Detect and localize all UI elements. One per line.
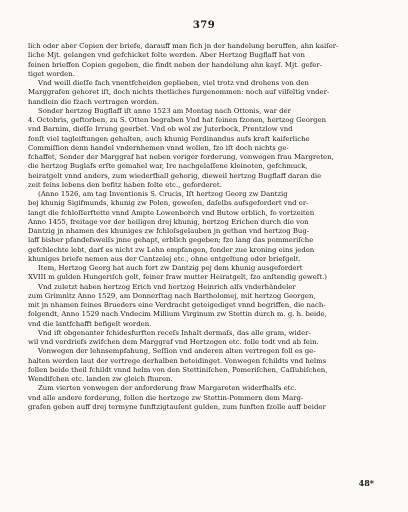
text-line: Item, Hertzog Georg hat auch fort zw Dantzig pej dem khunig ausgefordert	[38, 264, 303, 272]
text-line: halten werden laut der vertrege derhalben beteidinget. Vonwegen fchildts vnd helms	[28, 356, 327, 365]
text-line: fonſt viel tagleiftungen gehalten, auch khunig Ferdinandus aufs kraft kaiferliche	[28, 134, 310, 143]
text-line: Sonder hertzog Bugflaff iſt anno 1523 am Montag nach Ottonis, war der	[38, 106, 291, 115]
text-line: bej khunig Sigifmunds, khunig zw Polen, geweſen, daſelbs aufsgefordert vnd er-	[28, 199, 309, 208]
text-line: Wendifchen etc. landen zw gleich fhuren.	[28, 375, 173, 383]
text-line: gefchlechte lebt, darf es nicht zw Lehn empfangen, fonder zue kroning eins jeden	[28, 245, 315, 254]
text-line: Vonwegen der lehnsempfahung, Seſſion vnd anderen alten vertregen foll es ge-	[38, 347, 316, 356]
text-line: laff bisher pfandefsweiſs jnne gehapt, erblich gegeben; fzo lang das pommeriſche	[28, 236, 314, 245]
text-line: Dantzig jn nhamen des khuniges zw fchloſsgelauben jn gethan vnd hertzog Bug-	[28, 227, 310, 235]
text-line: Anno 1455, freitage vor der heiligen drej khunig, hertzog Erichen durch die von	[28, 217, 309, 226]
text-line: Vnd weill dieſſe fach vnentfcheiden geplieben, viel trotz vnd drohens von den	[38, 79, 309, 87]
text-line: XVIII m gulden Hungeriſch golt, feiner fraw mutter Heiratgelt, fzo anſtendig geweſt.)	[28, 273, 327, 282]
text-line: vnd alle andere forderung, follen die hertzoge zw Stettin-Pommern dem Marg-	[28, 393, 304, 402]
text-line: Commiſſion denn handel vndernhemen vnnd wollen, fzo iſt doch nichts ge-	[28, 143, 289, 152]
text-line: (Anno 1526, am tag Inventionis S. Crucis, Iſt hertzog Georg zw Dantzig	[38, 190, 288, 198]
text-line: fchaffet, Sonder der Marggraf hat neben voriger forderung, vonwegen frau Margreten,	[28, 153, 334, 161]
text-line: zeit feins lebens den befitz haben folte etc., geforderet.	[28, 180, 222, 189]
text-line: lich oder aber Copien der briefe, darauff man fich jn der handelung beruffen, ahn kaiſer-	[28, 42, 339, 50]
text-line: vnd Barnim, dieſſe Irrung geerbet. Vnd ob wol zw Juterbock, Prentzlow vnd	[28, 125, 293, 134]
text-line: vnd die lantfchafft befigelt worden.	[28, 319, 152, 328]
text-line: grafen geben auff drej termyne funftzigtauſent gulden, zum funften fzolle auff beider	[28, 402, 326, 411]
body-text	[28, 42, 390, 412]
signature-mark: 48*	[358, 478, 374, 488]
text-line: 4. Octobris, geftorben, zu S. Otten begraben Vnd hat feinen fzonen, hertzog Georgen	[28, 116, 327, 124]
text-line: langt die fchloſſerftette vnnd Ampte Lowenborch vnd Butow erblich, fo vortzeiten	[28, 208, 315, 217]
text-line: liche Mjt. gelangen vnd gefchicket folte werden. Aber Hertzog Bugflaff hat von	[28, 51, 305, 60]
text-line: die hertzog Buglafs erſte gemahel war, Ire nachgelaſſene kleinoten, gefchmuck,	[28, 162, 308, 171]
text-line: zum Grimnitz Anno 1529, am Donnerſtag nach Bartholomej, mit hertzog Georgen,	[28, 291, 316, 300]
text-line: Zum vierten vonwegen der anforderung fraw Margareten widerfhalfs etc.	[38, 384, 297, 393]
text-line: tiget worden.	[28, 69, 75, 78]
text-line: feinen brieffen Copien gegeben, die findt neben der handelung ahn kayſ. Mjt. gefer-	[28, 60, 322, 69]
text-line: khuniges briefe nemen aus der Cantzelej etc., ohne entgeltung oder briefgelt.	[28, 254, 301, 263]
text-line: Vnd iſt obgenanter fchidesfurften receſs Inhalt dermaſs, das alle gram, wider-	[38, 328, 311, 337]
text-line: follen beide theil fchildt vnnd helm von den Stettiniſchen, Pomeriſchen, Caſſubiſchen,	[28, 365, 328, 374]
text-line: handlein die fzach vertragen worden.	[28, 97, 160, 106]
page-number: 379	[192, 20, 216, 31]
text-line: folgendt, Anno 1529 nach Vndecim Millium Virginum zw Stettin durch m. g. h. beide,	[28, 310, 327, 319]
text-line: mit jn nhamen feines Brueders eine Verdracht geteigediget vnnd begriffen, die nach-	[28, 301, 326, 309]
text-line: heiratgelt vnnd anders, zum wiederfhall gehorig, dieweil hertzog Bugflaff daran die	[28, 171, 322, 180]
text-line: Marggrafen gehoret iſt, doch nichts thetliches furgenommen: noch auf vilfeltig vnder-	[28, 88, 330, 97]
text-line: Vnd zuletzt haben hertzog Erich vnd hertzog Heinrich alſs vnderhändeler	[38, 282, 296, 291]
text-line: wil vnd verdriefs zwifchen dem Marggraf vnd Hertzogen etc. folle todt vnd ab fein.	[28, 338, 319, 346]
